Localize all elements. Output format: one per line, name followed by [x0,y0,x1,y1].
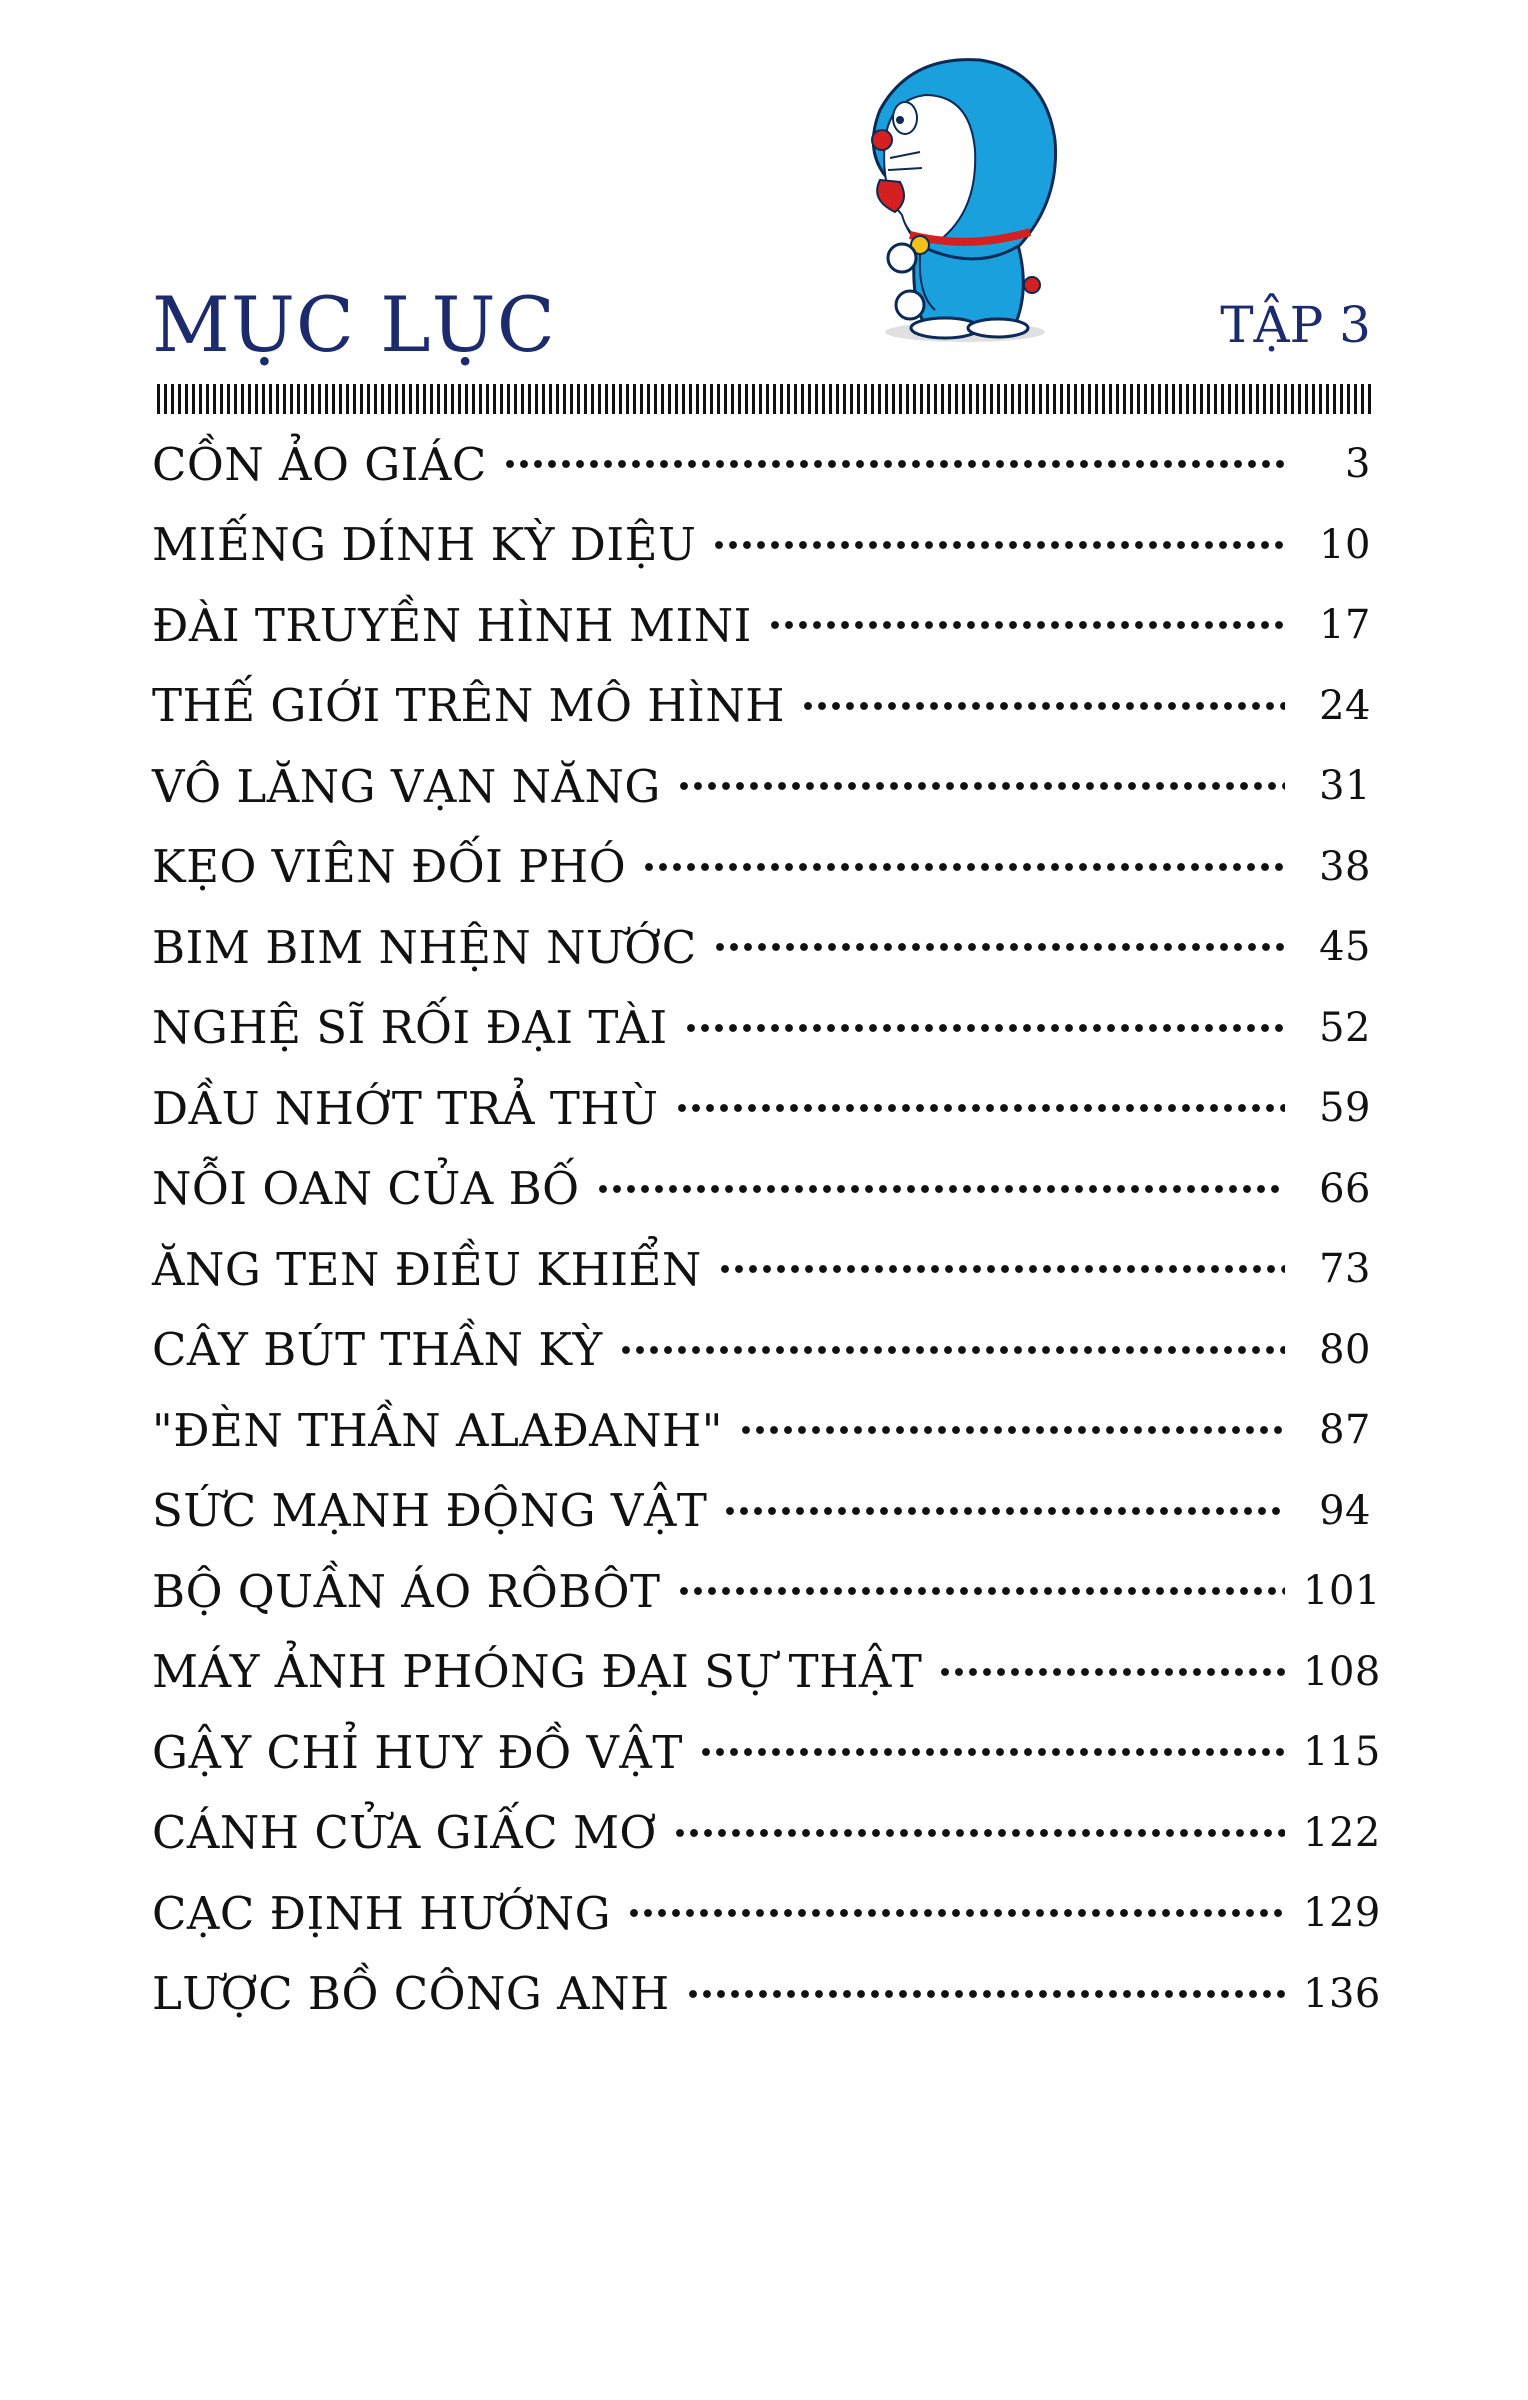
toc-entry [152,1551,1381,1632]
dot-leader [723,1505,1285,1517]
toc-entry [152,1793,1381,1874]
toc-entry-page: 136 [1303,1970,1381,2017]
toc-entry-page: 38 [1319,843,1371,890]
dot-leader [596,1183,1285,1195]
toc-entry-title: SỨC MẠNH ĐỘNG VẬT [152,1484,708,1538]
toc-entry-title: ĂNG TEN ĐIỀU KHIỂN [152,1242,702,1296]
toc-entry [152,907,1371,988]
toc-entry-page: 101 [1303,1568,1381,1615]
toc-entry-title: KẸO VIÊN ĐỐI PHÓ [152,840,627,894]
toc-entry-page: 80 [1319,1326,1371,1373]
toc-entry [152,585,1371,666]
toc-entry [152,1712,1381,1793]
toc-entry [152,1873,1381,1954]
dot-leader [699,1746,1285,1758]
dot-leader [673,1827,1285,1839]
toc-entry [152,827,1371,908]
toc-entry-title: BỘ QUẦN ÁO RÔBÔT [152,1564,661,1618]
toc-entry-title: CÂY BÚT THẦN KỲ [152,1323,603,1377]
toc-entry-title: GẬY CHỈ HUY ĐỒ VẬT [152,1725,683,1779]
toc-entry-title: BIM BIM NHỆN NƯỚC [152,920,697,974]
dot-leader [768,619,1285,631]
toc-entry-title: MÁY ẢNH PHÓNG ĐẠI SỰ THẬT [152,1645,923,1699]
dot-leader [739,1424,1285,1436]
toc-entry [152,746,1371,827]
toc-entry-page: 17 [1319,602,1371,649]
toc-entry-title: NỖI OAN CỦA BỐ [152,1162,580,1216]
toc-entry-page: 108 [1303,1648,1381,1695]
doraemon-mascot-icon [840,40,1080,350]
toc-entry-title: "ĐÈN THẦN ALAĐANH" [152,1403,723,1457]
table-of-contents [152,424,1381,2034]
toc-entry-page: 94 [1319,1487,1371,1534]
dot-leader [677,780,1285,792]
toc-entry [152,988,1371,1069]
toc-entry-page: 129 [1303,1890,1381,1937]
toc-entry-title: LƯỢC BỒ CÔNG ANH [152,1967,670,2021]
dot-leader [713,941,1285,953]
toc-entry [152,1632,1381,1713]
toc-entry [152,1310,1371,1391]
toc-entry-page: 24 [1319,682,1371,729]
toc-entry-title: CỒN ẢO GIÁC [152,437,487,491]
toc-entry-title: MIẾNG DÍNH KỲ DIỆU [152,518,697,572]
dot-leader [619,1344,1285,1356]
toc-entry [152,505,1371,586]
toc-entry [152,1390,1371,1471]
dot-leader [684,1022,1285,1034]
toc-entry [152,1149,1371,1230]
toc-entry [152,1229,1371,1310]
toc-entry-title: ĐÀI TRUYỀN HÌNH MINI [152,598,752,652]
toc-entry-title: CÁNH CỬA GIẤC MƠ [152,1806,657,1860]
dot-leader [642,861,1285,873]
toc-entry-title: THẾ GIỚI TRÊN MÔ HÌNH [152,679,785,733]
toc-entry-title: DẦU NHỚT TRẢ THÙ [152,1081,659,1135]
toc-entry-page: 66 [1319,1165,1371,1212]
toc-entry [152,1068,1371,1149]
toc-entry-page: 31 [1319,763,1371,810]
dot-leader [801,700,1285,712]
dot-leader [675,1102,1285,1114]
toc-entry-page: 115 [1303,1729,1381,1776]
dot-leader [503,458,1285,470]
toc-entry-page: 87 [1319,1407,1371,1454]
toc-entry [152,1471,1371,1552]
toc-entry-page: 3 [1345,441,1371,488]
dot-leader [718,1263,1285,1275]
volume-label: TẬP 3 [1220,296,1371,354]
dot-leader [686,1988,1285,2000]
dot-leader [938,1666,1285,1678]
toc-entry-title: NGHỆ SĨ RỐI ĐẠI TÀI [152,1001,668,1055]
dot-leader [627,1907,1285,1919]
page-title: MỤC LỤC [152,280,556,369]
toc-entry [152,1954,1381,2035]
toc-entry-page: 73 [1319,1246,1371,1293]
dot-leader [712,539,1285,551]
toc-entry-page: 45 [1319,924,1371,971]
toc-entry [152,666,1371,747]
dot-leader [677,1585,1285,1597]
toc-entry-title: CẠC ĐỊNH HƯỚNG [152,1886,612,1940]
toc-entry-page: 122 [1303,1809,1381,1856]
toc-entry-page: 52 [1319,1004,1371,1051]
toc-entry [152,424,1371,505]
toc-entry-page: 10 [1319,521,1371,568]
toc-entry-title: VÔ LĂNG VẠN NĂNG [152,759,661,813]
header-divider [157,384,1371,414]
toc-entry-page: 59 [1319,1085,1371,1132]
